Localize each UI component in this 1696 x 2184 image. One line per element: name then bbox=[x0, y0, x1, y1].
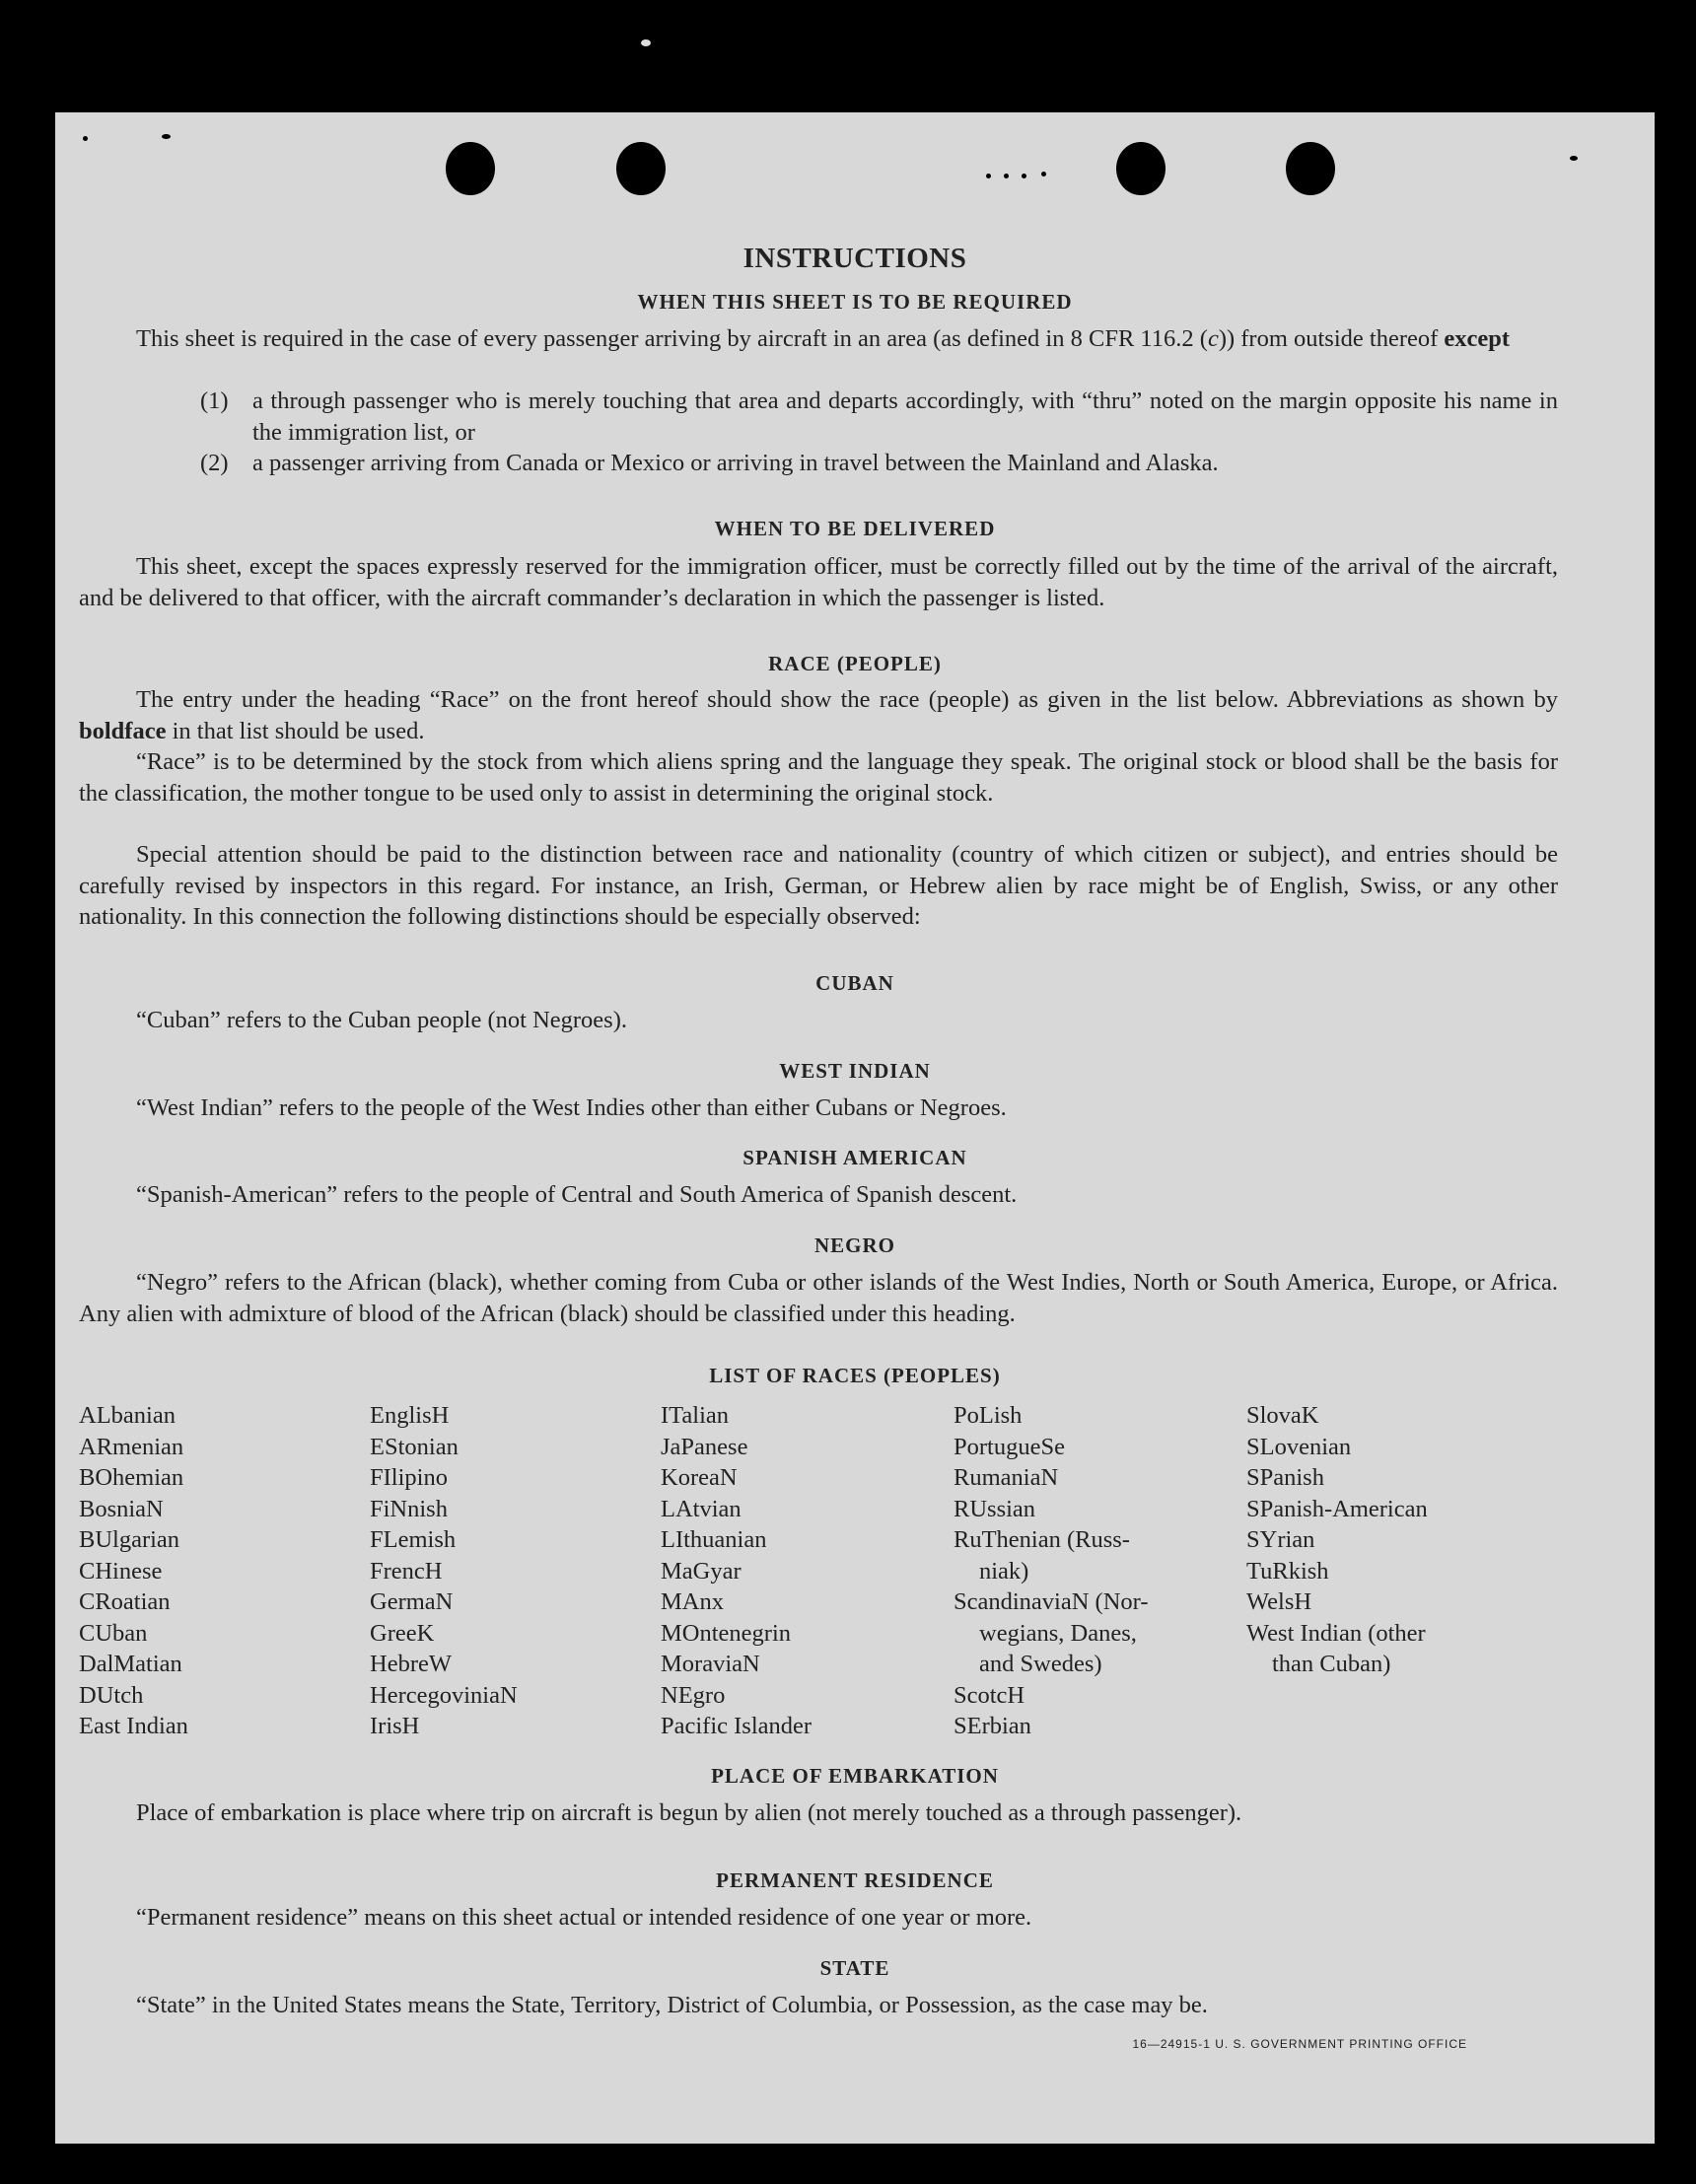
section-heading-when-required: WHEN THIS SHEET IS TO BE REQUIRED bbox=[637, 290, 1073, 314]
race-item: MOntenegrin bbox=[661, 1619, 791, 1647]
speck bbox=[1570, 156, 1578, 161]
punch-hole bbox=[616, 142, 666, 195]
race-item: CRoatian bbox=[79, 1588, 171, 1615]
section-heading-list-of-races: LIST OF RACES (PEOPLES) bbox=[709, 1364, 1001, 1387]
exception-item: (2) a passenger arriving from Canada or Mexico or arriving in travel between the Mainland and Alaska. bbox=[200, 450, 1219, 476]
race-item: MAnx bbox=[661, 1588, 724, 1615]
race-item: BOhemian bbox=[79, 1464, 184, 1491]
permanent-residence-text: “Permanent residence” means on this sheet actual or intended residence of one year or more. bbox=[136, 1904, 1032, 1931]
section-heading-race: RACE (PEOPLE) bbox=[768, 652, 942, 675]
race-paragraph-1: The entry under the heading “Race” on the front hereof should show the race (people) as given in the list below. Abbreviations as shown by boldface in that list should be used. bbox=[79, 686, 1558, 744]
race-item: ALbanian bbox=[79, 1402, 176, 1429]
race-item: BosniaN bbox=[79, 1495, 164, 1522]
race-item: SPanish-American bbox=[1246, 1495, 1428, 1522]
race-item: KoreaN bbox=[661, 1464, 738, 1491]
race-item: BUlgarian bbox=[79, 1526, 180, 1553]
cuban-text: “Cuban” refers to the Cuban people (not Negroes). bbox=[136, 1007, 627, 1033]
race-item: WelsH bbox=[1246, 1588, 1312, 1615]
race-item: niak) bbox=[979, 1557, 1029, 1585]
race-item: GermaN bbox=[370, 1588, 454, 1615]
races-column bbox=[1246, 1400, 1428, 1680]
state-text: “State” in the United States means the State, Territory, District of Columbia, or Possession, as the case may be. bbox=[136, 1992, 1208, 2018]
section-heading-state: STATE bbox=[819, 1956, 890, 1980]
race-item: PortugueSe bbox=[954, 1433, 1065, 1460]
race-item: FrencH bbox=[370, 1557, 443, 1585]
section-heading-west-indian: WEST INDIAN bbox=[779, 1059, 931, 1083]
race-item: FLemish bbox=[370, 1526, 457, 1553]
race-item: DUtch bbox=[79, 1681, 144, 1709]
race-item: SlovaK bbox=[1246, 1402, 1319, 1429]
section-heading-negro: NEGRO bbox=[813, 1233, 895, 1257]
race-item: CUban bbox=[79, 1619, 148, 1647]
race-item: HebreW bbox=[370, 1651, 452, 1677]
race-item: SPanish bbox=[1246, 1464, 1324, 1491]
race-item: than Cuban) bbox=[1272, 1651, 1391, 1677]
race-item: ScotcH bbox=[954, 1681, 1025, 1709]
exception-item: (1) a through passenger who is merely touching that area and departs accordingly, with “thru” noted on the margin opposite his name in the immigration list, or bbox=[200, 387, 1558, 446]
race-item: MaGyar bbox=[661, 1557, 742, 1585]
race-item: EStonian bbox=[370, 1433, 459, 1460]
races-column bbox=[370, 1400, 518, 1742]
races-column bbox=[661, 1400, 812, 1742]
race-item: PoLish bbox=[954, 1402, 1023, 1429]
race-item: HercegoviniaN bbox=[370, 1681, 518, 1709]
race-item: IrisH bbox=[370, 1713, 420, 1739]
race-item: wegians, Danes, bbox=[979, 1619, 1137, 1647]
negro-text: “Negro” refers to the African (black), whether coming from Cuba or other islands of the West Indies, North or South America, Europe, or Africa. Any alien with admixture of blood of the African (black) should be classified under this heading. bbox=[79, 1269, 1558, 1327]
race-paragraph-2: “Race” is to be determined by the stock from which aliens spring and the language they speak. The original stock or blood shall be the basis for the classification, the mother tongue to be used only to assist in determining the original stock. bbox=[79, 748, 1558, 807]
speck bbox=[1022, 174, 1026, 178]
race-item: CHinese bbox=[79, 1557, 163, 1585]
when-required-intro: This sheet is required in the case of every passenger arriving by aircraft in an area (as defined in 8 CFR 116.2 (c)) from outside thereof except bbox=[136, 325, 1511, 352]
speck bbox=[162, 134, 171, 139]
race-item: West Indian (other bbox=[1246, 1619, 1426, 1647]
printing-office-footer: 16—24915-1 U. S. GOVERNMENT PRINTING OFFICE bbox=[1132, 2037, 1467, 2051]
race-item: SErbian bbox=[954, 1713, 1031, 1739]
race-item: FIlipino bbox=[370, 1464, 448, 1491]
race-item: DalMatian bbox=[79, 1651, 182, 1677]
race-item: East Indian bbox=[79, 1713, 188, 1739]
speck bbox=[641, 39, 651, 46]
race-item: LIthuanian bbox=[661, 1526, 767, 1553]
punch-hole bbox=[446, 142, 495, 195]
speck bbox=[1041, 172, 1046, 176]
race-item: ScandinaviaN (Nor- bbox=[954, 1588, 1149, 1615]
page-title: INSTRUCTIONS bbox=[742, 243, 967, 274]
races-column bbox=[79, 1400, 188, 1742]
embarkation-text: Place of embarkation is place where trip on aircraft is begun by alien (not merely touched as a through passenger). bbox=[136, 1799, 1242, 1826]
race-item: MoraviaN bbox=[661, 1651, 760, 1677]
race-item: RumaniaN bbox=[954, 1464, 1059, 1491]
race-item: NEgro bbox=[661, 1681, 726, 1709]
race-paragraph-3: Special attention should be paid to the distinction between race and nationality (country of which citizen or subject), and entries should be carefully revised by inspectors in this regard. For instance, an Irish, German, or Hebrew alien by race might be of English, Swiss, or any other nationality. In this connection the following distinctions should be especially observed: bbox=[79, 841, 1558, 930]
race-item: GreeK bbox=[370, 1619, 435, 1647]
speck bbox=[1004, 174, 1009, 178]
race-item: FiNnish bbox=[370, 1495, 448, 1522]
race-item: Pacific Islander bbox=[661, 1713, 813, 1739]
race-item: ITalian bbox=[661, 1402, 730, 1429]
spanish-american-text: “Spanish-American” refers to the people of Central and South America of Spanish descent. bbox=[136, 1181, 1018, 1208]
document-sheet bbox=[55, 112, 1655, 2144]
section-heading-cuban: CUBAN bbox=[815, 971, 894, 995]
when-delivered-text: This sheet, except the spaces expressly reserved for the immigration officer, must be correctly filled out by the time of the arrival of the aircraft, and be delivered to that officer, with the aircraft commander’s declaration in which the passenger is listed. bbox=[79, 553, 1558, 611]
race-item: SLovenian bbox=[1246, 1433, 1352, 1460]
speck bbox=[83, 136, 88, 141]
race-item: and Swedes) bbox=[979, 1651, 1102, 1677]
race-item: EnglisH bbox=[370, 1402, 450, 1429]
section-heading-embarkation: PLACE OF EMBARKATION bbox=[711, 1764, 999, 1788]
punch-hole bbox=[1286, 142, 1335, 195]
race-item: ARmenian bbox=[79, 1433, 184, 1460]
section-heading-permanent-residence: PERMANENT RESIDENCE bbox=[716, 1868, 994, 1892]
race-item: RuThenian (Russ- bbox=[954, 1526, 1130, 1553]
race-item: JaPanese bbox=[661, 1433, 748, 1460]
race-item: TuRkish bbox=[1246, 1557, 1329, 1585]
punch-hole bbox=[1116, 142, 1166, 195]
races-column bbox=[954, 1400, 1148, 1742]
race-item: SYrian bbox=[1246, 1526, 1315, 1553]
west-indian-text: “West Indian” refers to the people of the West Indies other than either Cubans or Negroes. bbox=[136, 1094, 1007, 1121]
race-item: LAtvian bbox=[661, 1495, 742, 1522]
section-heading-when-delivered: WHEN TO BE DELIVERED bbox=[714, 517, 996, 540]
section-heading-spanish-american: SPANISH AMERICAN bbox=[742, 1146, 967, 1169]
speck bbox=[986, 174, 991, 178]
race-item: RUssian bbox=[954, 1495, 1036, 1522]
